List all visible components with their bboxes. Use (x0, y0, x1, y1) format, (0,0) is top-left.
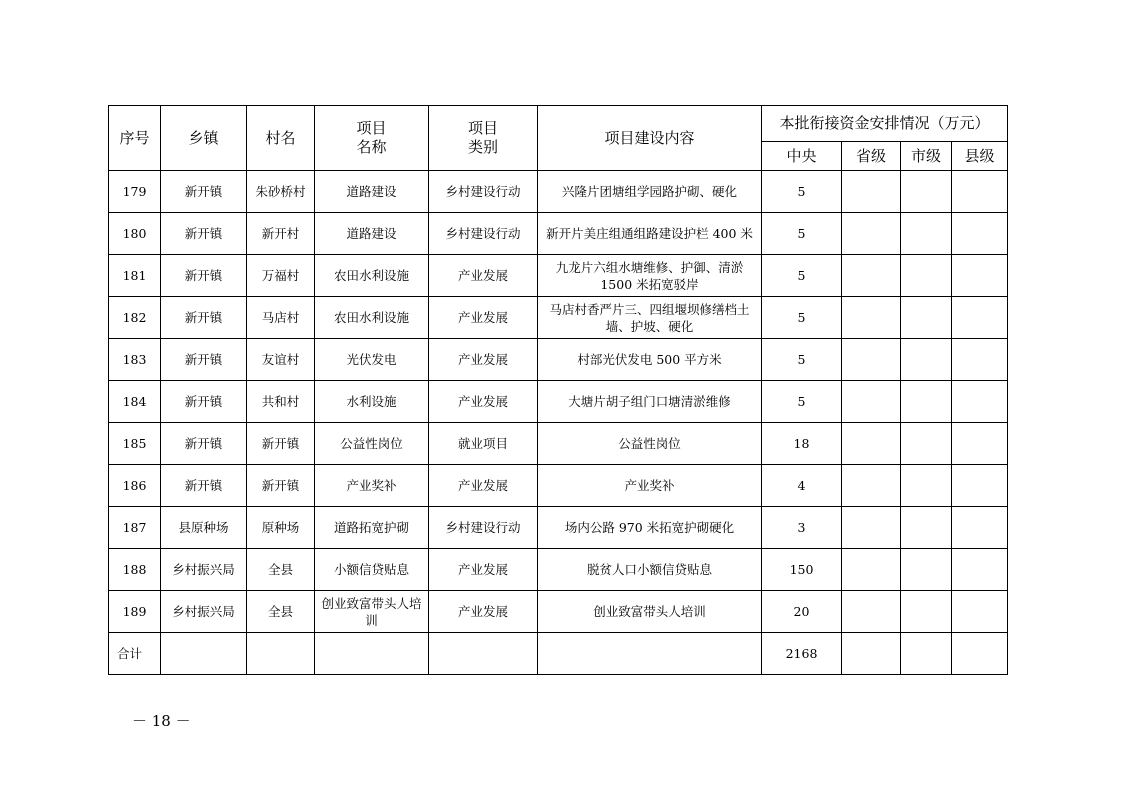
cell-town: 新开镇 (161, 465, 247, 507)
cell-central: 5 (762, 381, 842, 423)
cell-name: 道路拓宽护砌 (315, 507, 429, 549)
funding-table (108, 105, 1008, 675)
cell-village: 新开镇 (247, 465, 315, 507)
cell-name: 小额信贷贴息 (315, 549, 429, 591)
cell-village: 友谊村 (247, 339, 315, 381)
cell-province (842, 171, 901, 213)
cell-village: 马店村 (247, 297, 315, 339)
cell-seq: 180 (109, 213, 161, 255)
cell-content: 脱贫人口小额信贷贴息 (538, 549, 762, 591)
cell-seq: 189 (109, 591, 161, 633)
cell-central: 5 (762, 213, 842, 255)
cell-type: 产业发展 (429, 465, 538, 507)
cell-name: 道路建设 (315, 213, 429, 255)
cell-province (842, 255, 901, 297)
total-type (429, 633, 538, 675)
cell-central: 5 (762, 339, 842, 381)
cell-central: 3 (762, 507, 842, 549)
cell-town: 新开镇 (161, 339, 247, 381)
cell-village: 全县 (247, 591, 315, 633)
cell-seq: 182 (109, 297, 161, 339)
table-body (109, 171, 1008, 633)
cell-content: 兴隆片团塘组学园路护砌、硬化 (538, 171, 762, 213)
cell-city (901, 591, 952, 633)
header-city: 市级 (901, 142, 952, 171)
cell-seq: 181 (109, 255, 161, 297)
cell-seq: 179 (109, 171, 161, 213)
page-number: － 18 － (132, 712, 191, 730)
table-row (109, 507, 1008, 549)
cell-type: 乡村建设行动 (429, 507, 538, 549)
cell-content: 产业奖补 (538, 465, 762, 507)
cell-central: 18 (762, 423, 842, 465)
cell-seq: 186 (109, 465, 161, 507)
cell-seq: 183 (109, 339, 161, 381)
cell-name: 创业致富带头人培训 (315, 591, 429, 633)
header-county: 县级 (952, 142, 1008, 171)
total-city (901, 633, 952, 675)
cell-town: 新开镇 (161, 255, 247, 297)
cell-type: 产业发展 (429, 255, 538, 297)
total-name (315, 633, 429, 675)
cell-type: 产业发展 (429, 297, 538, 339)
table-row (109, 591, 1008, 633)
cell-type: 乡村建设行动 (429, 171, 538, 213)
table-row (109, 381, 1008, 423)
cell-name: 道路建设 (315, 171, 429, 213)
cell-name: 水利设施 (315, 381, 429, 423)
header-row-1 (109, 106, 1008, 142)
cell-content: 村部光伏发电 500 平方米 (538, 339, 762, 381)
cell-type: 乡村建设行动 (429, 213, 538, 255)
cell-town: 乡村振兴局 (161, 591, 247, 633)
cell-province (842, 507, 901, 549)
cell-content: 场内公路 970 米拓宽护砌硬化 (538, 507, 762, 549)
cell-central: 5 (762, 255, 842, 297)
cell-village: 朱砂桥村 (247, 171, 315, 213)
total-row (109, 633, 1008, 675)
table-row (109, 423, 1008, 465)
cell-town: 新开镇 (161, 213, 247, 255)
cell-town: 新开镇 (161, 381, 247, 423)
cell-type: 产业发展 (429, 381, 538, 423)
table-row (109, 465, 1008, 507)
table-row (109, 213, 1008, 255)
header-funds-group: 本批衔接资金安排情况（万元） (762, 106, 1008, 142)
table-row (109, 549, 1008, 591)
cell-name: 产业奖补 (315, 465, 429, 507)
cell-village: 共和村 (247, 381, 315, 423)
header-village: 村名 (247, 106, 315, 171)
total-county (952, 633, 1008, 675)
header-seq: 序号 (109, 106, 161, 171)
cell-content: 新开片美庄组通组路建设护栏 400 米 (538, 213, 762, 255)
cell-city (901, 423, 952, 465)
cell-seq: 185 (109, 423, 161, 465)
cell-county (952, 297, 1008, 339)
cell-type: 产业发展 (429, 339, 538, 381)
cell-county (952, 423, 1008, 465)
cell-city (901, 465, 952, 507)
cell-province (842, 381, 901, 423)
cell-village: 新开村 (247, 213, 315, 255)
cell-province (842, 423, 901, 465)
cell-central: 4 (762, 465, 842, 507)
total-province (842, 633, 901, 675)
header-project-type-line2: 类别 (467, 138, 498, 156)
header-project-name (315, 106, 429, 171)
cell-city (901, 339, 952, 381)
cell-town: 新开镇 (161, 423, 247, 465)
cell-county (952, 549, 1008, 591)
cell-city (901, 213, 952, 255)
cell-village: 原种场 (247, 507, 315, 549)
cell-content: 大塘片胡子组门口塘清淤维修 (538, 381, 762, 423)
table-row (109, 171, 1008, 213)
cell-type: 产业发展 (429, 591, 538, 633)
header-project-name-line1: 项目 (356, 119, 387, 137)
table-row (109, 297, 1008, 339)
total-label: 合计 (109, 633, 161, 675)
total-content (538, 633, 762, 675)
cell-central: 20 (762, 591, 842, 633)
header-town: 乡镇 (161, 106, 247, 171)
total-town (161, 633, 247, 675)
cell-province (842, 297, 901, 339)
cell-name: 农田水利设施 (315, 255, 429, 297)
header-central: 中央 (762, 142, 842, 171)
total-village (247, 633, 315, 675)
cell-type: 就业项目 (429, 423, 538, 465)
cell-county (952, 381, 1008, 423)
cell-province (842, 465, 901, 507)
cell-name: 公益性岗位 (315, 423, 429, 465)
cell-content: 马店村香严片三、四组堰坝修缮档土墙、护坡、硬化 (538, 297, 762, 339)
cell-central: 150 (762, 549, 842, 591)
cell-province (842, 549, 901, 591)
cell-town: 乡村振兴局 (161, 549, 247, 591)
cell-province (842, 213, 901, 255)
table-row (109, 339, 1008, 381)
cell-village: 全县 (247, 549, 315, 591)
cell-seq: 188 (109, 549, 161, 591)
header-project-type-line1: 项目 (467, 119, 498, 137)
total-central: 2168 (762, 633, 842, 675)
cell-name: 光伏发电 (315, 339, 429, 381)
header-content: 项目建设内容 (538, 106, 762, 171)
cell-type: 产业发展 (429, 549, 538, 591)
cell-seq: 187 (109, 507, 161, 549)
cell-village: 万福村 (247, 255, 315, 297)
cell-province (842, 591, 901, 633)
cell-city (901, 507, 952, 549)
cell-city (901, 255, 952, 297)
header-province: 省级 (842, 142, 901, 171)
cell-city (901, 381, 952, 423)
cell-content: 创业致富带头人培训 (538, 591, 762, 633)
cell-county (952, 465, 1008, 507)
cell-province (842, 339, 901, 381)
cell-content: 公益性岗位 (538, 423, 762, 465)
cell-town: 县原种场 (161, 507, 247, 549)
cell-county (952, 591, 1008, 633)
cell-name: 农田水利设施 (315, 297, 429, 339)
table-row (109, 255, 1008, 297)
cell-county (952, 507, 1008, 549)
cell-central: 5 (762, 171, 842, 213)
cell-county (952, 213, 1008, 255)
cell-central: 5 (762, 297, 842, 339)
cell-county (952, 171, 1008, 213)
cell-county (952, 339, 1008, 381)
cell-city (901, 297, 952, 339)
cell-city (901, 549, 952, 591)
cell-city (901, 171, 952, 213)
cell-content: 九龙片六组水塘维修、护御、清淤 1500 米拓宽驳岸 (538, 255, 762, 297)
cell-town: 新开镇 (161, 297, 247, 339)
cell-town: 新开镇 (161, 171, 247, 213)
cell-seq: 184 (109, 381, 161, 423)
cell-village: 新开镇 (247, 423, 315, 465)
header-project-type (429, 106, 538, 171)
cell-county (952, 255, 1008, 297)
header-project-name-line2: 名称 (356, 138, 387, 156)
